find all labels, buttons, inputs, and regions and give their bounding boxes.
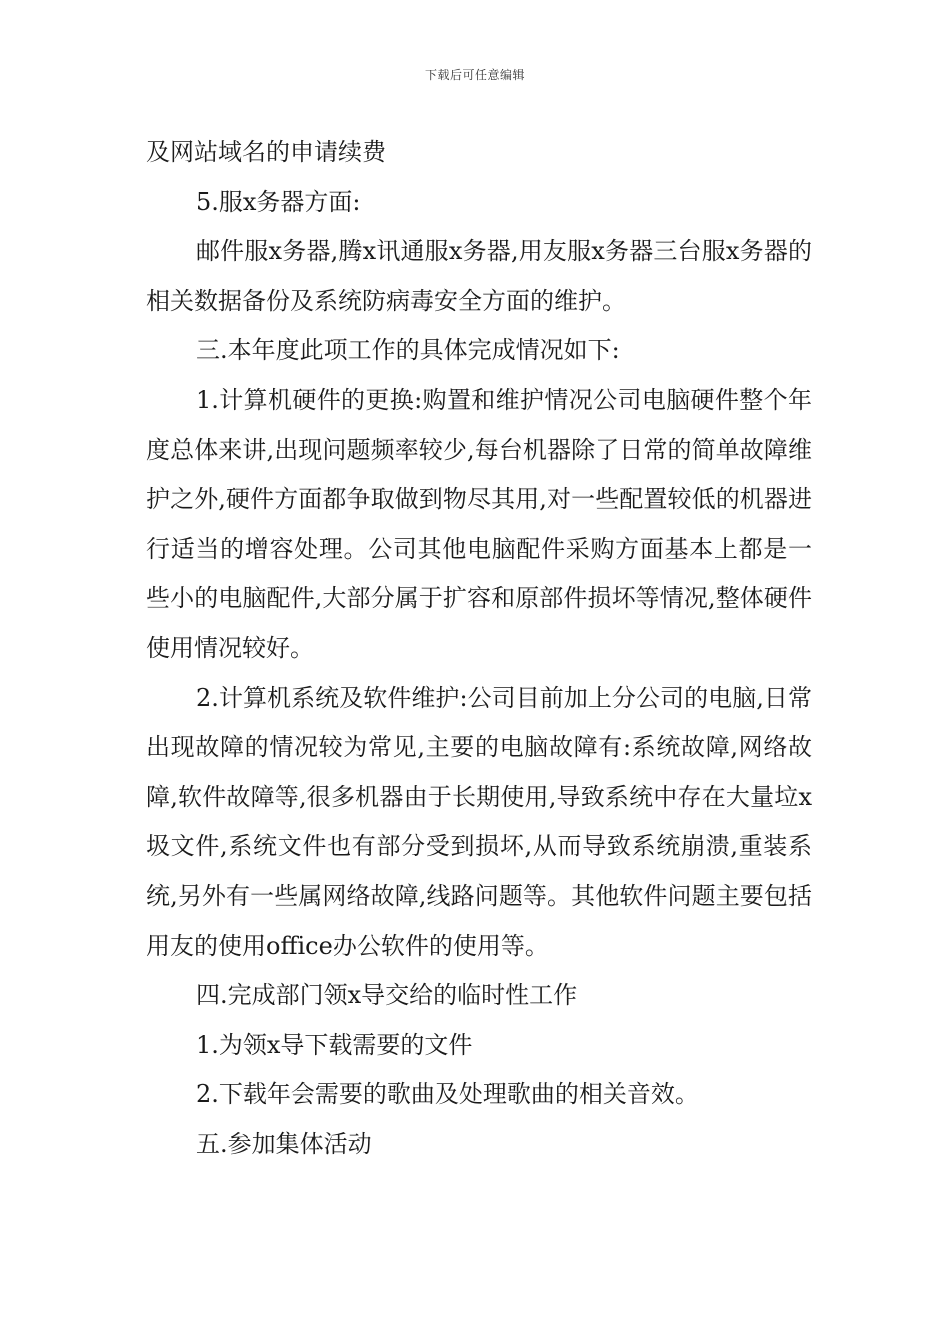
paragraph-8: 1.为领x导下载需要的文件 [196, 1030, 473, 1059]
paragraph-4: 三.本年度此项工作的具体完成情况如下: [196, 336, 620, 365]
paragraph-10: 五.参加集体活动 [196, 1129, 372, 1158]
paragraph-2: 5.服x务器方面: [196, 187, 361, 216]
paragraph-9: 2.下载年会需要的歌曲及处理歌曲的相关音效。 [196, 1080, 699, 1109]
page-header: 下载后可任意编辑 [424, 68, 525, 82]
paragraph-1: 及网站域名的申请续费 [146, 138, 386, 166]
paragraph-7: 四.完成部门领x导交给的临时性工作 [196, 981, 578, 1010]
paragraph-6: 2.计算机系统及软件维护:公司目前加上分公司的电脑,日常出现故障的情况较为常见,主要的电脑故障有:系统故障,网络故障,软件故障等,很多机器由于长期使用,导致系统中存在大量垃x圾文件,系统文件也有部分受到损坏,从而导致系统崩溃,重装系统,另外有一些属网络故障,线路问题等。其他软件问题主要包括用友的使用office办公软件的使用等。 [146, 683, 812, 960]
paragraph-5: 1.计算机硬件的更换:购置和维护情况公司电脑硬件整个年度总体来讲,出现问题频率较少,每台机器除了日常的简单故障维护之外,硬件方面都争取做到物尽其用,对一些配置较低的机器进行适当的增容处理。公司其他电脑配件采购方面基本上都是一些小的电脑配件,大部分属于扩容和原部件损坏等情况,整体硬件使用情况较好。 [146, 385, 812, 662]
paragraph-3: 邮件服x务器,腾x讯通服x务器,用友服x务器三台服x务器的相关数据备份及系统防病毒安全方面的维护。 [146, 237, 812, 315]
document-body [146, 128, 812, 1169]
